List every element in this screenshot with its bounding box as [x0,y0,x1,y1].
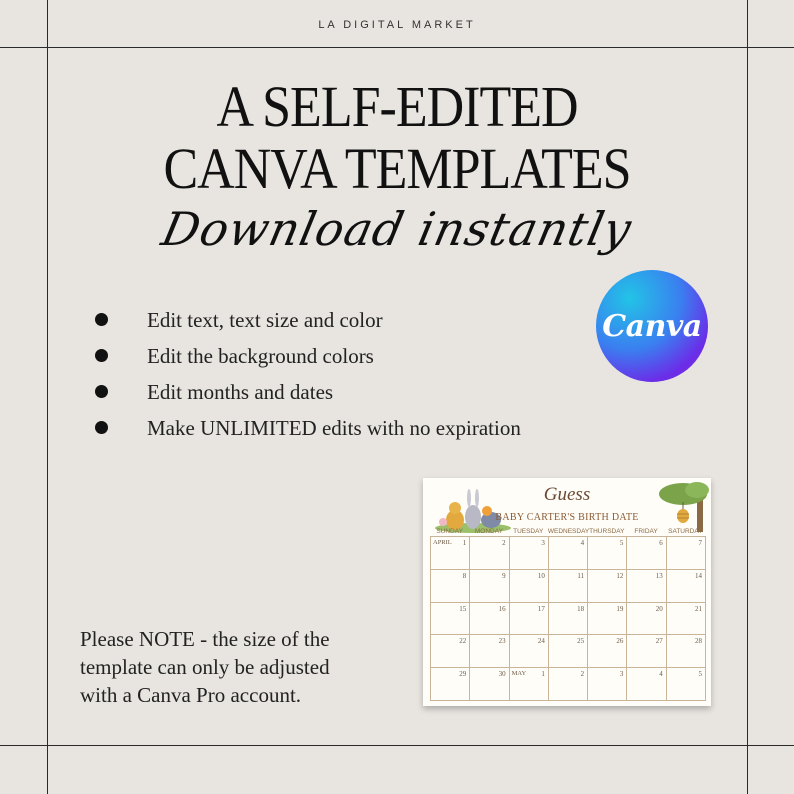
calendar-preview [423,478,711,706]
calendar-day-number: 25 [577,637,585,646]
calendar-day-cell [588,603,627,636]
calendar-day-number: 18 [577,604,585,613]
weekday-label: SUNDAY [436,528,463,535]
calendar-day-number: 22 [459,637,467,646]
calendar-day-number: 29 [459,670,467,679]
feature-item: Edit months and dates [95,375,521,411]
calendar-day-cell [510,603,549,636]
calendar-day-cell [470,603,509,636]
calendar-day-number: 12 [616,571,624,580]
weekday-label: MONDAY [474,528,503,535]
calendar-day-number: 16 [498,604,506,613]
calendar-day-number: 21 [694,604,702,613]
calendar-day-cell [667,537,706,570]
title-line-1: A SELF-EDITED [216,75,578,140]
calendar-day-cell [431,537,470,570]
canva-logo [596,270,708,382]
feature-item: Edit text, text size and color [95,303,521,339]
calendar-day-cell [470,635,509,668]
calendar-day-cell [431,603,470,636]
calendar-day-number: 2 [502,539,506,547]
calendar-day-number: 28 [694,637,702,646]
calendar-day-number: 2 [580,670,585,679]
calendar-day-number: 11 [577,571,585,580]
calendar-title: BABY CARTER'S BIRTH DATE [495,512,639,523]
calendar-day-number: 1 [541,670,545,679]
calendar-day-cell [627,635,666,668]
calendar-day-number: 3 [619,670,624,679]
calendar-day-number: 17 [537,604,545,613]
frame-line-top [0,47,794,48]
calendar-day-cell [470,668,509,701]
calendar-day-cell [470,570,509,603]
calendar-day-cell [667,668,706,701]
calendar-day-cell [549,603,588,636]
calendar-day-number: 19 [616,604,624,613]
calendar-day-number: 24 [537,637,545,646]
calendar-day-cell [431,668,470,701]
calendar-day-cell [510,635,549,668]
feature-list [95,303,521,447]
calendar-day-number: 30 [498,670,506,679]
calendar-day-number: 5 [698,670,702,679]
calendar-day-number: 27 [655,637,663,646]
calendar-day-cell [470,537,509,570]
title-line-2: CANVA TEMPLATES [163,137,631,202]
calendar-day-number: 1 [462,539,467,547]
calendar-day-cell [588,635,627,668]
feature-item: Edit the background colors [95,339,521,375]
calendar-day-cell [627,603,666,636]
brand-name: LA DIGITAL MARKET [318,19,476,31]
calendar-day-number: 4 [659,670,663,679]
calendar-day-cell [627,570,666,603]
calendar-day-number: 4 [580,539,585,547]
calendar-day-number: 7 [698,539,702,547]
calendar-day-cell [510,668,549,701]
calendar-day-cell [588,570,627,603]
frame-line-bottom [0,745,794,746]
size-note: Please NOTE - the size of the template can only be adjusted with a Canva Pro account. [80,627,330,707]
calendar-day-cell [549,668,588,701]
weekday-label: SATURDAY [668,528,703,535]
calendar-day-number: 10 [537,571,545,580]
calendar-day-cell [510,570,549,603]
calendar-day-cell [431,570,470,603]
calendar-day-number: 14 [694,571,702,580]
calendar-day-cell [549,537,588,570]
calendar-day-number: 6 [659,539,663,547]
calendar-day-cell [549,570,588,603]
calendar-grid [430,536,706,701]
bullet-icon [95,349,108,362]
calendar-day-cell [627,537,666,570]
calendar-day-number: 9 [502,571,506,580]
calendar-day-cell [627,668,666,701]
calendar-day-number: 26 [616,637,624,646]
calendar-day-cell [588,668,627,701]
calendar-day-number: 3 [541,539,545,547]
calendar-day-cell [588,537,627,570]
bullet-icon [95,385,108,398]
calendar-day-cell [667,635,706,668]
weekday-label: THURSDAY [589,528,625,535]
weekday-label: TUESDAY [513,528,544,535]
calendar-day-number: 8 [462,571,467,580]
calendar-day-number: 15 [459,604,467,613]
bullet-icon [95,313,108,326]
subtitle-script: Download instantly [157,202,637,256]
calendar-day-number: 20 [655,604,663,613]
bullet-icon [95,421,108,434]
calendar-day-number: 23 [498,637,506,646]
calendar-weekday-row [430,528,705,535]
calendar-day-cell [667,603,706,636]
weekday-label: WEDNESDAY [547,528,590,535]
canva-logo-text: Canva [602,308,702,344]
calendar-month-label: MAY [511,670,527,678]
calendar-month-label: APRIL [433,539,452,546]
weekday-label: FRIDAY [634,528,658,535]
calendar-day-cell [431,635,470,668]
calendar-day-number: 13 [655,571,663,580]
calendar-day-cell [549,635,588,668]
feature-item: Make UNLIMITED edits with no expiration [95,411,521,447]
calendar-day-cell [510,537,549,570]
calendar-day-cell [667,570,706,603]
calendar-day-number: 5 [619,539,624,547]
calendar-guess-heading: Guess [543,484,591,505]
